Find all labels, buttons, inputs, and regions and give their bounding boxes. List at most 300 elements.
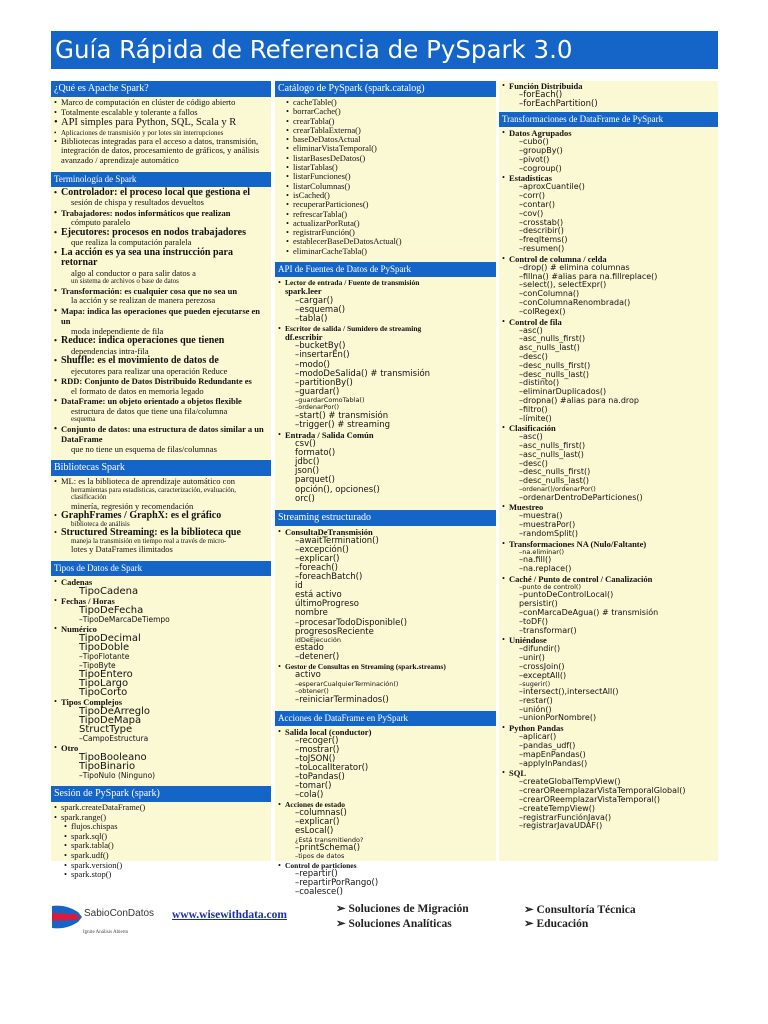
library-item xyxy=(61,477,269,511)
type-item: –TipoNulo (Ninguno) xyxy=(79,770,156,780)
transform-item: –contar() xyxy=(519,199,555,209)
transform-item: –na.replace() xyxy=(519,564,572,574)
group-title: • ConsultaDeTransmisión xyxy=(285,526,373,537)
method-item: –columnas() xyxy=(295,808,347,819)
term-sub: dependencias intra-fila xyxy=(71,345,149,356)
catalog-item: • establecerBaseDeDatosActual() xyxy=(293,237,494,246)
transform-group xyxy=(509,502,716,538)
catalog-item: • listarColumnas() xyxy=(293,182,494,191)
term-text: • Ejecutores: procesos en nodos trabajadores xyxy=(61,226,246,238)
transform-group-title: • SQL xyxy=(509,768,527,779)
session-item: • spark.stop() xyxy=(71,870,269,880)
transform-group xyxy=(509,539,716,574)
method-item: –reiniciarTerminados() xyxy=(295,694,389,705)
transform-item: asc_nulls_last() xyxy=(519,343,580,353)
term-sub: el formato de datos en memoria legado xyxy=(71,385,204,396)
section-header: Acciones de DataFrame en PySpark xyxy=(275,711,496,726)
transform-item: –desc_nulls_last() xyxy=(519,369,589,379)
type-item: StructType xyxy=(79,723,133,735)
transform-group-title: • Caché / Punto de control / Canalización xyxy=(509,573,653,584)
type-item: TipoDoble xyxy=(79,641,130,653)
term-text: • Shuffle: es el movimiento de datos de xyxy=(61,355,219,367)
query-group xyxy=(285,527,494,663)
section-header: ¿Qué es Apache Spark? xyxy=(51,81,271,97)
transform-item: –muestraPor() xyxy=(519,520,576,530)
catalog-item: • baseDeDatosActual xyxy=(293,135,494,144)
section-what-is-spark xyxy=(51,81,271,166)
transform-group-title: • Control de fila xyxy=(509,316,562,327)
transform-item: –aproxCuantile() xyxy=(519,182,585,192)
transform-item: –asc_nulls_first() xyxy=(519,441,586,451)
transform-item: –colRegex() xyxy=(519,306,566,316)
transform-item: –createGlobalTempView() xyxy=(519,777,621,787)
method-item: csv() xyxy=(295,439,316,450)
type-group xyxy=(61,697,269,743)
transform-item: –restar() xyxy=(519,695,553,705)
method-item: últimoProgreso xyxy=(295,599,359,610)
term-item xyxy=(61,306,269,337)
catalog-list xyxy=(275,98,496,256)
library-sub: lotes y DataFrames ilimitados xyxy=(71,544,173,555)
method-item: estado xyxy=(295,643,324,654)
transform-item: –pandas_udf() xyxy=(519,741,576,751)
transform-item: –groupBy() xyxy=(519,145,563,155)
section-header: Terminología de Spark xyxy=(51,172,271,187)
catalog-item: • listarFunciones() xyxy=(293,172,494,181)
transform-item: –unir() xyxy=(519,653,545,663)
transform-item: –conMarcaDeAgua() # transmisión xyxy=(519,607,659,617)
term-text: • Reduce: indica operaciones que tienen xyxy=(61,335,225,347)
term-item xyxy=(61,424,269,455)
transform-item: –aplicar() xyxy=(519,732,557,742)
term-text: • La acción es ya sea una instrucción para retornar xyxy=(61,246,233,269)
transform-group xyxy=(509,317,716,424)
transform-item: –puntoDeControlLocal() xyxy=(519,590,614,600)
section-header: Sesión de PySpark (spark) xyxy=(51,786,271,802)
section-header: API de Fuentes de Datos de PySpark xyxy=(275,262,496,277)
type-item: TipoBinario xyxy=(79,760,136,772)
transform-item: –asc_nulls_first() xyxy=(519,334,586,344)
session-item: • spark.version() xyxy=(71,861,269,871)
type-item: TipoDeArreglo xyxy=(79,705,150,717)
method-item: –repartirPorRango() xyxy=(295,877,379,888)
transform-item: –punto de control() xyxy=(519,582,582,591)
section-terminology xyxy=(51,172,271,455)
term-sub: sesión de chispa y resultados devueltos xyxy=(71,197,204,208)
transform-group-title: • Datos Agrupados xyxy=(509,128,572,139)
method-item: opción(), opciones() xyxy=(295,484,380,495)
transform-item: –na.fill() xyxy=(519,555,552,565)
term-item xyxy=(61,208,269,228)
type-item: –TipoDeMarcaDeTiempo xyxy=(79,614,170,624)
transforms-list xyxy=(499,128,718,831)
method-item: –foreachBatch() xyxy=(295,572,363,583)
type-group-title: • Numérico xyxy=(61,623,97,634)
transform-item: –crossJoin() xyxy=(519,661,565,671)
transform-group xyxy=(509,574,716,635)
local-group xyxy=(285,727,494,801)
transform-group xyxy=(509,423,716,502)
transform-item: –ordenarDentroDeParticiones() xyxy=(519,492,643,502)
transform-item: –unión() xyxy=(519,704,552,714)
method-item: –tabla() xyxy=(295,313,328,324)
term-sub: moda independiente de fila xyxy=(71,325,164,336)
method-item: –excepción() xyxy=(295,544,349,555)
method-item: –bucketBy() xyxy=(295,341,346,352)
group-title: • Escritor de salida / Sumidero de streaming xyxy=(285,323,422,333)
method-item: orc() xyxy=(295,493,315,504)
group-title: • Salida local (conductor) xyxy=(285,726,372,737)
transform-item: –corr() xyxy=(519,191,545,201)
transform-group xyxy=(509,128,716,173)
transform-item: –registrarJavaUDAF() xyxy=(519,821,603,831)
method-item: –printSchema() xyxy=(295,843,361,854)
transform-item: –crosstab() xyxy=(519,217,564,227)
transform-item: –desc_nulls_first() xyxy=(519,467,591,477)
term-text: • Transformación: es cualquier cosa que no sea un xyxy=(61,285,238,296)
method-item: –detener() xyxy=(295,652,340,663)
transform-item: –crearOReemplazarVistaTemporalGlobal() xyxy=(519,786,686,796)
transform-item: –drop() # elimina columnas xyxy=(519,262,630,272)
term-sub: ejecutores para realizar una operación Reduce xyxy=(71,365,228,376)
type-group-title: • Cadenas xyxy=(61,576,93,587)
method-item: –foreach() xyxy=(295,563,338,574)
type-group xyxy=(61,743,269,780)
method-item: –trigger() # streaming xyxy=(295,419,391,430)
term-item xyxy=(61,188,269,208)
method-item: –cola() xyxy=(295,790,324,801)
transform-group xyxy=(509,723,716,768)
list-item: • Totalmente escalable y tolerante a fallos xyxy=(61,108,269,118)
term-sub: que realiza la computación paralela xyxy=(71,237,192,248)
section-streaming xyxy=(275,510,496,705)
transform-item: –cogroup() xyxy=(519,163,562,173)
section-header: Bibliotecas Spark xyxy=(51,460,271,476)
transform-item: –unionPorNombre() xyxy=(519,713,597,723)
method-item: –partitionBy() xyxy=(295,377,353,388)
transform-group-title: • Transformaciones NA (Nulo/Faltante) xyxy=(509,538,647,549)
transform-item: –desc_nulls_last() xyxy=(519,476,589,486)
transform-item: –cov() xyxy=(519,208,544,218)
catalog-item: • crearTablaExterna() xyxy=(293,126,494,135)
libraries-list xyxy=(51,477,271,555)
type-item: TipoCorto xyxy=(79,686,128,698)
method-item: –guardar() xyxy=(295,386,340,397)
type-group xyxy=(61,596,269,624)
transform-item: –límite() xyxy=(519,413,552,423)
method-item: –obtener() xyxy=(295,687,329,696)
method-item: formato() xyxy=(295,448,336,459)
type-item: TipoLargo xyxy=(79,677,129,689)
group-title: • Acciones de estado xyxy=(285,800,345,810)
method-item: –mostrar() xyxy=(295,744,340,755)
transform-item: –ordenar()/ordenarPor() xyxy=(519,485,596,494)
group-title: • Lector de entrada / Fuente de transmisión xyxy=(285,278,420,288)
writer-object: df.escribir xyxy=(285,331,323,342)
catalog-item: • recuperarParticiones() xyxy=(293,200,494,209)
column-1 xyxy=(51,81,271,880)
transform-item: –applyInPandas() xyxy=(519,758,588,768)
method-item: –awaitTermination() xyxy=(295,535,379,546)
method-item: –recoger() xyxy=(295,735,339,746)
library-sub: herramientas para estadísticas, caracterización, evaluación, clasificación xyxy=(71,485,236,502)
transform-item: –na.eliminar() xyxy=(519,547,565,556)
transform-item: –exceptAll() xyxy=(519,670,567,680)
transform-item: –asc() xyxy=(519,325,543,335)
library-sub: biblioteca de análisis xyxy=(71,519,130,528)
library-text: • Structured Streaming: es la biblioteca que xyxy=(61,527,241,539)
service-analytics: ➢ Soluciones Analíticas xyxy=(336,918,452,930)
section-header: Tipos de Datos de Spark xyxy=(51,561,271,576)
transform-item: –dropna() #alias para na.drop xyxy=(519,395,639,405)
method-item: –modoDeSalida() # transmisión xyxy=(295,368,431,379)
method-item: –cargar() xyxy=(295,295,334,306)
method-item: ¿Está transmitiendo? xyxy=(295,835,364,844)
library-item xyxy=(61,528,269,555)
transform-item: –desc() xyxy=(519,351,548,361)
method-item: –guardarComoTabla() xyxy=(295,395,365,404)
logo-text: SabioConDatos xyxy=(84,908,155,919)
term-text: • Trabajadores: nodos informáticos que realizan xyxy=(61,207,231,218)
transform-item: –eliminarDuplicados() xyxy=(519,387,607,397)
session-item: • spark.createDataFrame() xyxy=(61,803,269,813)
transform-group-title: • Muestreo xyxy=(509,502,544,513)
type-item: TipoBooleano xyxy=(79,751,147,763)
reader-group xyxy=(285,278,494,324)
method-item: –toLocalIterator() xyxy=(295,762,369,773)
state-group xyxy=(285,800,494,860)
method-item: –esquema() xyxy=(295,304,346,315)
transform-item: –pivot() xyxy=(519,154,550,164)
transform-group-title: • Clasificación xyxy=(509,423,556,434)
method-item: está activo xyxy=(295,590,342,601)
transform-item: –resumen() xyxy=(519,243,565,253)
term-sub: estructura de datos que tiene una fila/columna xyxy=(71,405,228,416)
term-text: • Mapa: indica las operaciones que pueden ejecutarse en un xyxy=(61,305,261,327)
method-item: idDeEjecución xyxy=(295,635,342,644)
transform-group-title: • Estadísticas xyxy=(509,173,552,184)
method-item: –toPandas() xyxy=(295,772,345,783)
session-item: • spark.udf() xyxy=(71,851,269,861)
catalog-item: • actualizarPorRuta() xyxy=(293,219,494,228)
method-item: –explicar() xyxy=(295,553,340,564)
term-item xyxy=(61,286,269,306)
term-sub: que no tiene un esquema de filas/columnas xyxy=(71,443,217,454)
term-sub: cómputo paralelo xyxy=(71,217,131,228)
transform-item: –transformar() xyxy=(519,625,577,635)
section-header: Transformaciones de DataFrame de PySpark xyxy=(499,112,718,127)
method-item: –explicar() xyxy=(295,817,340,828)
catalog-item: • refrescarTabla() xyxy=(293,210,494,219)
transform-item: –sugerir() xyxy=(519,679,551,688)
transform-group xyxy=(509,173,716,253)
term-item xyxy=(61,376,269,396)
transform-item: –desc() xyxy=(519,458,548,468)
catalog-item: • listarTablas() xyxy=(293,163,494,172)
session-list xyxy=(51,803,271,880)
catalog-item: • eliminarVistaTemporal() xyxy=(293,144,494,153)
library-text: • GraphFrames / GraphX: es el gráfico xyxy=(61,510,222,522)
transform-group xyxy=(509,768,716,831)
catalog-item: • eliminarCacheTabla() xyxy=(293,247,494,256)
reader-object: spark.leer xyxy=(285,286,322,297)
group-title: • Control de particiones xyxy=(285,860,357,870)
method-item: esLocal() xyxy=(295,826,334,837)
transform-group xyxy=(509,254,716,317)
type-item: –TipoFlotante xyxy=(79,651,130,661)
transform-item: –muestra() xyxy=(519,511,563,521)
type-item: TipoDeMapa xyxy=(79,714,142,726)
type-item: TipoDeFecha xyxy=(79,604,144,616)
method-item: id xyxy=(295,581,303,592)
column-3 xyxy=(499,81,718,861)
catalog-item: • isCached() xyxy=(293,191,494,200)
term-item xyxy=(61,228,269,248)
transform-item: –desc_nulls_first() xyxy=(519,360,591,370)
method-item: nombre xyxy=(295,608,328,619)
transform-item: –crearOReemplazarVistaTemporal() xyxy=(519,795,660,804)
transform-item: –intersect(),intersectAll() xyxy=(519,687,619,697)
library-sub: minería, regresión y recomendación xyxy=(71,500,194,511)
dist-func-group xyxy=(509,81,716,109)
transform-item: –select(), selectExpr() xyxy=(519,280,607,290)
method-item: json() xyxy=(295,466,320,477)
section-data-types xyxy=(51,561,271,780)
library-sub: maneja la transmisión en tiempo real a través de micro- xyxy=(71,536,227,545)
page-title: Guía Rápida de Referencia de PySpark 3.0 xyxy=(51,31,718,69)
writer-group xyxy=(285,324,494,430)
transform-item: –filtro() xyxy=(519,404,548,414)
method-item: parquet() xyxy=(295,475,335,486)
website-link[interactable]: www.wisewithdata.com xyxy=(172,909,287,921)
type-group-title: • Otro xyxy=(61,742,79,753)
method-item: –start() # transmisión xyxy=(295,410,389,421)
group-title: • Entrada / Salida Común xyxy=(285,430,374,441)
term-sub: un sistema de archivos o base de datos xyxy=(71,277,179,286)
transform-item: –toDF() xyxy=(519,616,549,626)
type-item: –TipoByte xyxy=(79,660,116,670)
method-item: jdbc() xyxy=(295,457,320,468)
method-item: activo xyxy=(295,670,321,681)
group-title: • Función Distribuida xyxy=(509,81,583,91)
transform-item: –cubo() xyxy=(519,137,549,147)
transform-item: –describir() xyxy=(519,226,564,236)
list-item: • API simples para Python, SQL, Scala y R xyxy=(61,117,269,129)
column-2 xyxy=(275,81,496,897)
logo-stripe-icon xyxy=(52,904,82,930)
term-item xyxy=(61,356,269,376)
method-item: –forEach() xyxy=(519,90,563,100)
list-item: • Bibliotecas integradas para el acceso a datos, transmisión, integración de datos, procesamiento de gráficos, y análisis avanzado / aprendizaje automático xyxy=(61,137,269,166)
footer xyxy=(0,877,768,960)
library-item xyxy=(61,511,269,528)
method-item: –forEachPartition() xyxy=(519,99,598,110)
transform-item: –createTempView() xyxy=(519,803,595,813)
transform-item: –conColumna() xyxy=(519,289,580,299)
session-item: • spark.tabla() xyxy=(71,841,269,851)
company-logo xyxy=(52,896,156,942)
term-text: • Conjunto de datos: una estructura de datos similar a un DataFrame xyxy=(61,423,264,445)
term-item xyxy=(61,336,269,356)
catalog-item: • listarBasesDeDatos() xyxy=(293,154,494,163)
method-item: –procesarTodoDisponible() xyxy=(295,617,408,628)
section-libraries xyxy=(51,460,271,555)
transform-item: –distinto() xyxy=(519,378,560,388)
section-catalog xyxy=(275,81,496,256)
transform-item: –registrarFunciónJava() xyxy=(519,812,612,822)
method-item: progresosReciente xyxy=(295,626,374,637)
io-group xyxy=(285,430,494,504)
section-df-actions xyxy=(275,711,496,897)
catalog-item: • crearTabla() xyxy=(293,117,494,126)
type-item: TipoCadena xyxy=(79,585,139,597)
type-item: TipoEntero xyxy=(79,668,133,680)
term-sub: algo al conductor o para salir datos a xyxy=(71,267,196,278)
transform-group-title: • Control de columna / celda xyxy=(509,253,607,264)
method-item: –tipos de datos xyxy=(295,852,345,861)
type-group xyxy=(61,577,269,596)
type-group-title: • Tipos Complejos xyxy=(61,696,123,707)
type-group xyxy=(61,624,269,697)
data-types-list xyxy=(51,577,271,780)
type-group-title: • Fechas / Horas xyxy=(61,595,115,606)
service-education: ➢ Educación xyxy=(524,918,589,930)
transform-item: –freqItems() xyxy=(519,235,568,245)
group-title: • Gestor de Consultas en Streaming (spark.streams) xyxy=(285,662,446,672)
term-item xyxy=(61,248,269,286)
transform-item: –asc() xyxy=(519,432,543,442)
session-item: • spark.range() xyxy=(61,813,269,823)
method-item: –insertarEn() xyxy=(295,350,350,361)
transform-group-title: • Python Pandas xyxy=(509,723,564,734)
section-header: Catálogo de PySpark (spark.catalog) xyxy=(275,81,496,97)
type-item: –CampoEstructura xyxy=(79,733,149,743)
session-item: • spark.sql() xyxy=(71,832,269,842)
transform-item: –randomSplit() xyxy=(519,528,579,538)
catalog-item: • cacheTable() xyxy=(293,98,494,107)
section-session xyxy=(51,786,271,880)
method-item: –modo() xyxy=(295,359,330,370)
transform-item: –mapEnPandas() xyxy=(519,749,586,759)
transform-item: persistir() xyxy=(519,599,558,609)
term-sub: esquema xyxy=(71,415,96,424)
section-header: Streaming estructurado xyxy=(275,510,496,526)
method-item: –repartir() xyxy=(295,868,338,879)
catalog-item: • borrarCache() xyxy=(293,107,494,116)
method-item: –coalesce() xyxy=(295,886,343,897)
transform-item: –conColumnaRenombrada() xyxy=(519,297,631,307)
section-transforms xyxy=(499,112,718,831)
transform-item: –fillna() #alias para na.fillreplace() xyxy=(519,271,658,281)
method-item: –esperarCualquierTerminación() xyxy=(295,679,399,688)
logo-tagline: Ignite Análisis Abierto xyxy=(83,930,129,935)
type-item: TipoDecimal xyxy=(79,632,141,644)
list-item: • Marco de computación en clúster de código abierto xyxy=(61,98,269,108)
term-text: • Controlador: el proceso local que gestiona el xyxy=(61,186,251,198)
term-text: • RDD: Conjunto de Datos Distribuido Redundante es xyxy=(61,376,252,387)
method-item: –toJSON() xyxy=(295,753,336,764)
catalog-item: • registrarFunción() xyxy=(293,228,494,237)
term-item xyxy=(61,396,269,424)
transform-item: –asc_nulls_last() xyxy=(519,449,584,459)
transform-item: –difundir() xyxy=(519,644,561,654)
term-sub: la acción y se realizan de manera perezosa xyxy=(71,295,216,306)
method-item: –tomar() xyxy=(295,781,332,792)
transform-group-title: • Uniéndose xyxy=(509,635,547,646)
terminology-list xyxy=(51,188,271,455)
term-text: • DataFrame: un objeto orientado a objetos flexible xyxy=(61,396,242,407)
list-item: • Aplicaciones de transmisión y por lotes sin interrupciones xyxy=(61,129,269,137)
